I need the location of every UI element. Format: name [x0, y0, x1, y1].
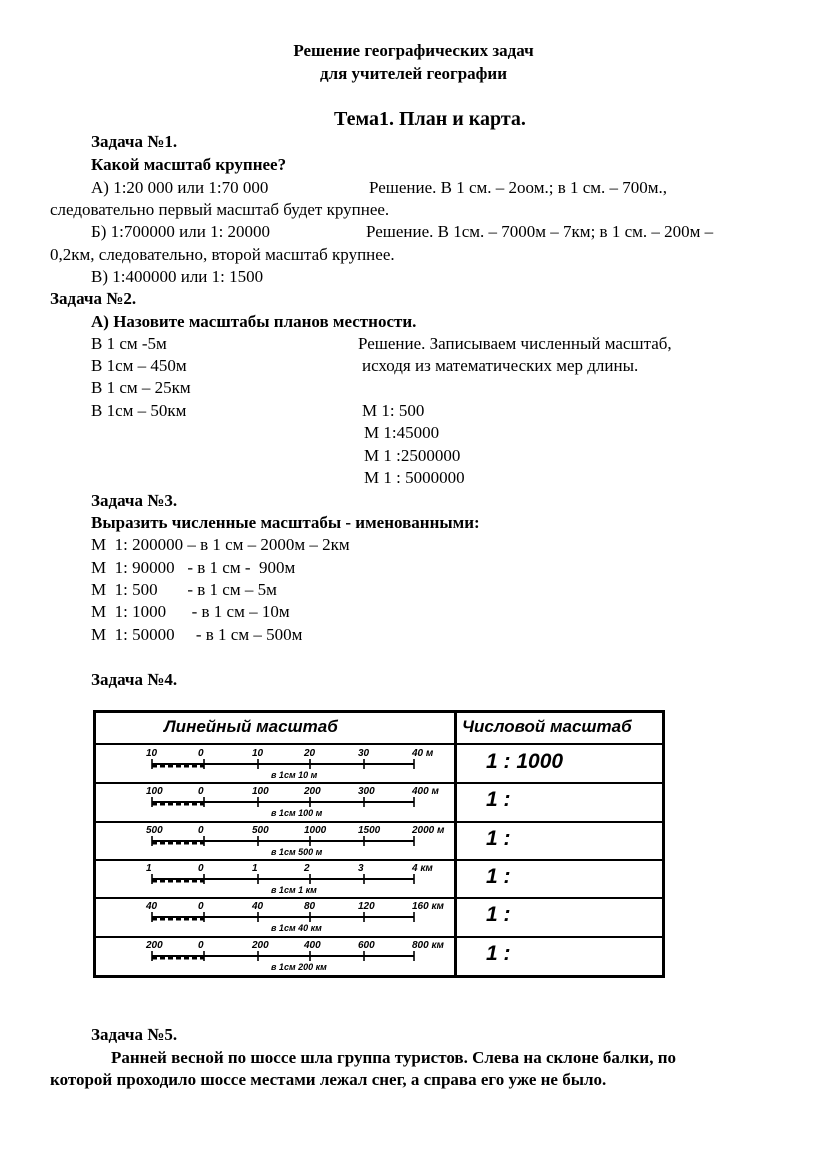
scale-tick-label: 160 км: [412, 901, 444, 913]
scale-tick-label: 0: [198, 862, 204, 874]
scale-tick-label: 1: [252, 862, 258, 874]
scale-tick-label: 0: [198, 939, 204, 951]
table-row: [96, 898, 662, 936]
numeric-scale-value: 1 :: [486, 826, 511, 850]
task2-item: В 1см – 450м: [91, 356, 187, 375]
task2-item: В 1см – 50км: [91, 401, 187, 420]
task1-c-line: В) 1:400000 или 1: 1500: [91, 267, 264, 286]
table-row: [96, 860, 662, 898]
doc-title-line1: Решение географических задач: [293, 41, 534, 60]
scale-tick-label: 100: [146, 786, 163, 798]
task2-title: Задача №2.: [50, 289, 137, 308]
task2-solution-line2: исходя из математических мер длины.: [362, 356, 639, 375]
scale-tick-label: 2000 м: [412, 824, 445, 836]
linear-scale-bar: [96, 745, 452, 783]
scale-tick-label: 2: [304, 862, 310, 874]
linear-scale-bar: [96, 860, 452, 898]
scale-unit-label: в 1см 1 км: [271, 884, 317, 895]
task5-text-line2: которой проходило шоссе местами лежал снег, а справа его уже не было.: [50, 1070, 607, 1089]
table-row: [96, 937, 662, 975]
topic-heading: Тема1. План и карта.: [334, 108, 526, 130]
task1-a-solution: Решение. В 1 см. – 2оом.; в 1 см. – 700м.,: [369, 178, 668, 197]
scale-tick-label: 200: [304, 786, 321, 798]
numeric-scale-value: 1 :: [486, 903, 511, 927]
task5-text-line1: Ранней весной по шоссе шла группа туристов. Слева на склоне балки, по: [111, 1048, 676, 1067]
task2-item: В 1 см – 25км: [91, 378, 191, 397]
linear-scale-bar: [96, 898, 452, 936]
numeric-scale-value: 1 :: [486, 788, 511, 812]
linear-scale-bar: [96, 937, 452, 975]
task1-b-continuation: 0,2км, следовательно, второй масштаб крупнее.: [50, 245, 395, 264]
task3-question: Выразить численные масштабы - именованными:: [91, 513, 480, 532]
task3-item: М 1: 200000 – в 1 см – 2000м – 2км: [91, 535, 350, 554]
scale-tick-label: 600: [358, 939, 375, 951]
linear-scale-bar: [96, 783, 452, 821]
scale-tick-label: 30: [358, 748, 370, 759]
scale-tick-label: 120: [358, 901, 375, 913]
scale-tick-label: 4 км: [412, 862, 433, 874]
scale-tick-label: 800 км: [412, 939, 444, 951]
scale-tick-label: 1: [146, 862, 152, 874]
task2-question: А) Назовите масштабы планов местности.: [91, 312, 417, 331]
task5-title: Задача №5.: [91, 1025, 178, 1044]
table-row: [96, 745, 662, 783]
task3-item: М 1: 50000 - в 1 см – 500м: [91, 625, 303, 644]
scale-tick-label: 0: [198, 786, 204, 798]
scale-table: [93, 710, 665, 978]
header-numeric-scale: Числовой масштаб: [462, 717, 632, 736]
scale-tick-label: 40: [252, 901, 264, 913]
task2-answer: М 1: 500: [362, 401, 425, 420]
task3-item: М 1: 500 - в 1 см – 5м: [91, 580, 277, 599]
task1-question: Какой масштаб крупнее?: [91, 155, 287, 174]
scale-tick-label: 300: [358, 786, 375, 798]
scale-tick-label: 400 м: [412, 786, 439, 798]
scale-unit-label: в 1см 100 м: [271, 808, 323, 819]
doc-title-line2: для учителей географии: [319, 64, 508, 83]
task1-b-line: Б) 1:700000 или 1: 20000: [91, 222, 271, 241]
table-row: [96, 783, 662, 821]
header-linear-scale: Линейный масштаб: [164, 717, 338, 736]
scale-tick-label: 0: [198, 901, 204, 913]
scale-tick-label: 0: [198, 748, 204, 759]
scale-unit-label: в 1см 40 км: [271, 923, 322, 934]
task3-title: Задача №3.: [91, 491, 178, 510]
scale-tick-label: 10: [252, 748, 264, 759]
scale-tick-label: 1500: [358, 824, 381, 836]
scale-tick-label: 500: [252, 824, 269, 836]
task3-item: М 1: 1000 - в 1 см – 10м: [91, 602, 290, 621]
task3-item: М 1: 90000 - в 1 см - 900м: [91, 558, 296, 577]
scale-tick-label: 20: [304, 748, 316, 759]
task1-a-line: А) 1:20 000 или 1:70 000: [91, 178, 269, 197]
scale-tick-label: 1000: [304, 824, 327, 836]
scale-unit-label: в 1см 500 м: [271, 846, 323, 857]
scale-tick-label: 500: [146, 824, 163, 836]
numeric-scale-value: 1 :: [486, 864, 511, 888]
linear-scale-bar: [96, 822, 452, 860]
scale-tick-label: 10: [146, 748, 158, 759]
scale-tick-label: 400: [304, 939, 321, 951]
scale-tick-label: 0: [198, 824, 204, 836]
scale-tick-label: 40: [146, 901, 158, 913]
scale-tick-label: 3: [358, 862, 364, 874]
scale-tick-label: 200: [146, 939, 163, 951]
task2-answer: М 1 : 5000000: [364, 468, 465, 487]
task2-answer: М 1:45000: [364, 423, 440, 442]
table-row: [96, 822, 662, 860]
numeric-scale-value: 1 : 1000: [486, 750, 564, 773]
task1-b-solution: Решение. В 1см. – 7000м – 7км; в 1 см. – 200м –: [366, 222, 714, 241]
scale-tick-label: 200: [252, 939, 269, 951]
scale-tick-label: 100: [252, 786, 269, 798]
scale-unit-label: в 1см 200 км: [271, 961, 327, 972]
scale-tick-label: 80: [304, 901, 316, 913]
task1-title: Задача №1.: [91, 132, 178, 151]
scale-unit-label: в 1см 10 м: [271, 770, 318, 780]
task2-solution-line1: Решение. Записываем численный масштаб,: [358, 334, 672, 353]
scale-tick-label: 40 м: [412, 748, 434, 759]
task4-title: Задача №4.: [91, 670, 178, 689]
task1-a-continuation: следовательно первый масштаб будет крупнее.: [50, 200, 390, 219]
task2-answer: М 1 :2500000: [364, 446, 461, 465]
numeric-scale-value: 1 :: [486, 941, 511, 965]
task2-item: В 1 см -5м: [91, 334, 167, 353]
